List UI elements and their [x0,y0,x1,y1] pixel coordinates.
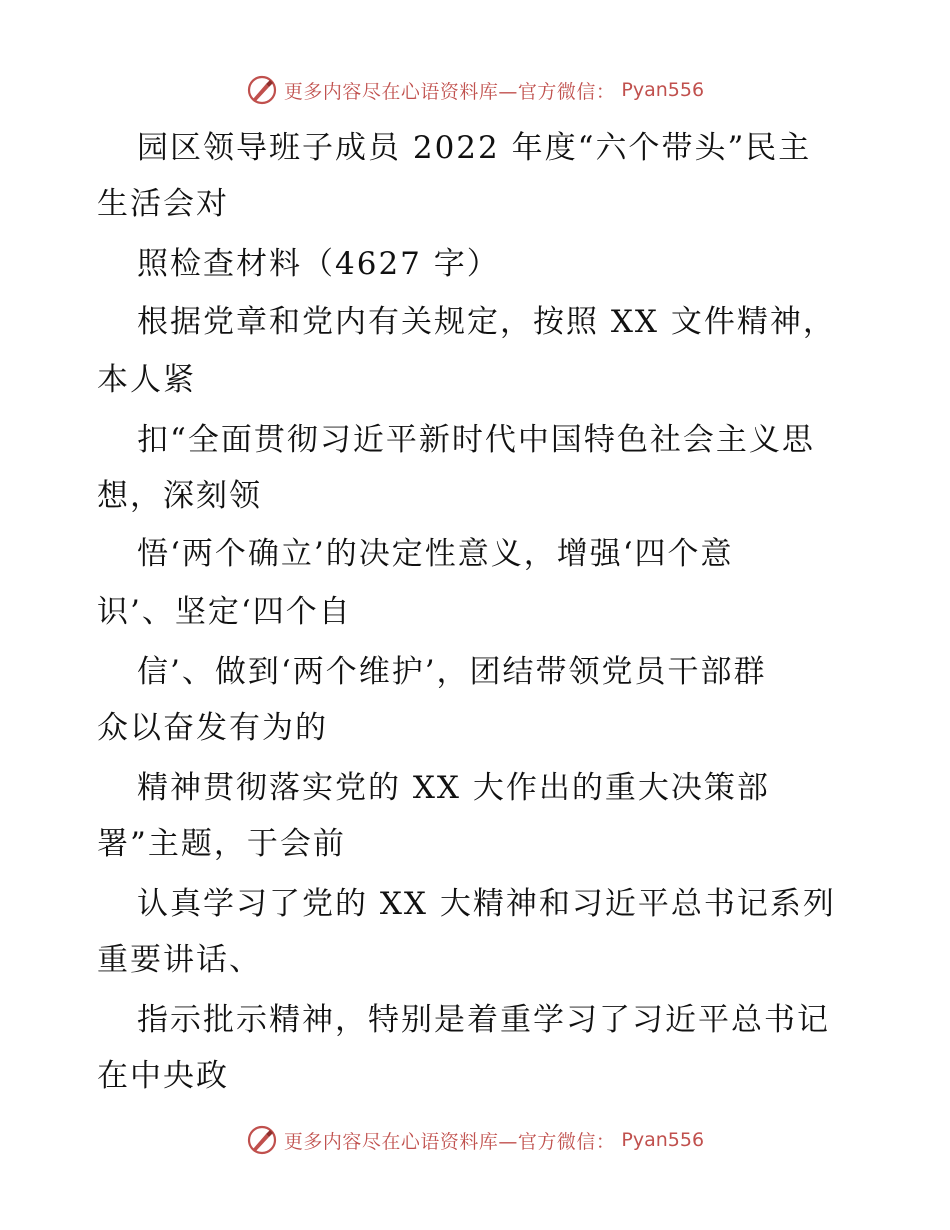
text-line: 认真学习了党的 XX 大精神和习近平总书记系列 [137,886,836,922]
footer-banner [0,1120,950,1160]
text-line: 重要讲话、 [97,942,262,978]
text-line: 指示批示精神，特别是着重学习了习近平总书记 [137,1002,830,1038]
text-line: 在中央政 [97,1058,229,1094]
text-line: 生活会对 [97,186,229,222]
banner-title: 更多内容尽在心语资料库—官方微信： [283,80,616,103]
text-line: 署”主题，于会前 [97,826,346,862]
text-line: 识’、坚定‘四个自 [97,594,352,630]
text-line: 本人紧 [97,362,196,398]
text-line: 众以奋发有为的 [97,710,328,746]
text-line: 根据党章和党内有关规定，按照 XX 文件精神， [137,304,836,340]
text-line: 悟‘两个确立’的决定性意义，增强‘四个意 [137,536,734,572]
text-line: 园区领导班子成员 2022 年度“六个带头”民主 [137,130,812,166]
text-line: 精神贯彻落实党的 XX 大作出的重大决策部 [137,770,770,806]
text-line: 信’、做到‘两个维护’，团结带领党员干部群 [137,654,767,690]
text-line: 扣“全面贯彻习近平新时代中国特色社会主义思 [137,422,815,458]
banner-title: 更多内容尽在心语资料库—官方微信： [283,1130,616,1153]
header-banner [0,70,950,110]
pen-logo-icon [246,74,278,106]
text-line: 想，深刻领 [97,478,262,514]
banner-contact: Pyan556 [621,79,705,101]
banner-contact: Pyan556 [621,1129,705,1151]
pen-logo-icon [246,1124,278,1156]
document-body [97,120,857,1110]
text-line: 照检查材料（4627 字） [137,246,500,282]
